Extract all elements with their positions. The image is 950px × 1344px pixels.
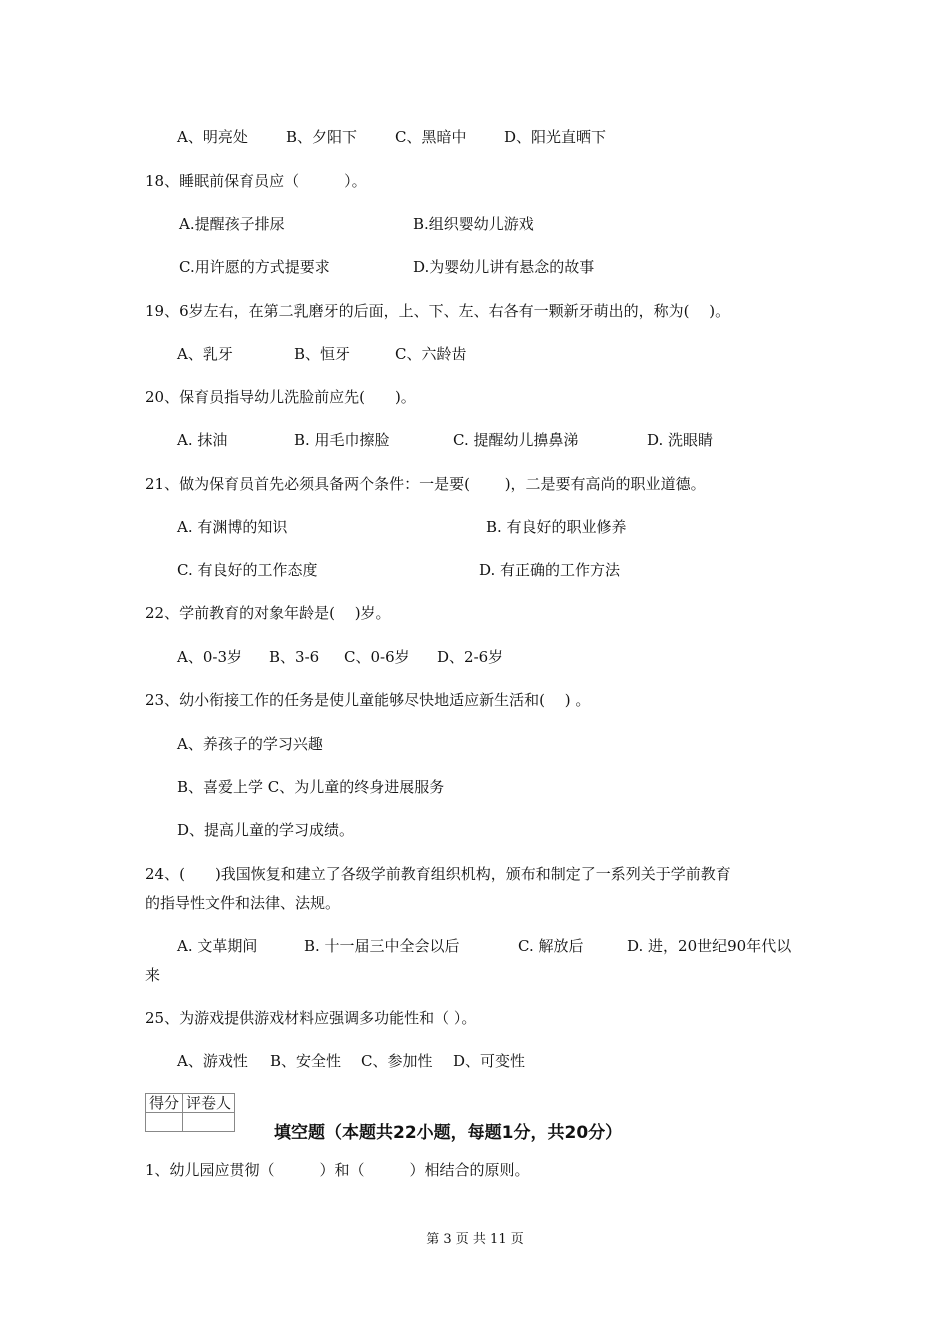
q23-option-a: A、养孩子的学习兴趣 — [177, 735, 323, 753]
q24-option-d: D. 进，20世纪90年代以 — [627, 937, 792, 955]
q19-option-b: B、恒牙 — [294, 345, 351, 363]
q20-option-d: D. 洗眼睛 — [647, 431, 714, 449]
score-table — [145, 1093, 235, 1132]
q23-option-d: D、提高儿童的学习成绩。 — [177, 821, 355, 839]
q18-option-a: A.提醒孩子排尿 — [179, 215, 285, 233]
q22-option-c: C、0-6岁 — [344, 648, 410, 666]
q22-option-d: D、2-6岁 — [437, 648, 504, 666]
q24-stem-line2: 的指导性文件和法律、法规。 — [145, 894, 341, 912]
q22-option-a: A、0-3岁 — [177, 648, 242, 666]
q21-stem: 21、做为保育员首先必须具备两个条件：一是要( )，二是要有高尚的职业道德。 — [145, 475, 706, 493]
score-table-header — [146, 1094, 235, 1113]
q18-stem: 18、睡眠前保育员应（ ）。 — [145, 172, 367, 190]
score-table-blank-row — [146, 1113, 235, 1132]
score-cell — [146, 1113, 183, 1132]
q19-option-a: A、乳牙 — [177, 345, 233, 363]
q22-stem: 22、学前教育的对象年龄是( )岁。 — [145, 604, 391, 622]
q25-option-c: C、参加性 — [361, 1052, 433, 1070]
q19-option-c: C、六龄齿 — [395, 345, 467, 363]
q25-option-d: D、可变性 — [453, 1052, 526, 1070]
q20-option-a: A. 抹油 — [177, 431, 228, 449]
q24-option-b: B. 十一届三中全会以后 — [304, 937, 460, 955]
page-footer: 第 3 页 共 11 页 — [426, 1232, 524, 1247]
q21-option-b: B. 有良好的职业修养 — [486, 518, 627, 536]
q21-option-d: D. 有正确的工作方法 — [479, 561, 621, 579]
fill-question-1: 1、幼儿园应贯彻（ ）和（ ）相结合的原则。 — [145, 1161, 530, 1179]
q21-option-c: C. 有良好的工作态度 — [177, 561, 318, 579]
q18-option-b: B.组织婴幼儿游戏 — [413, 215, 534, 233]
q24-option-d-wrap: 来 — [145, 966, 161, 984]
q25-option-a: A、游戏性 — [177, 1052, 248, 1070]
q25-stem: 25、为游戏提供游戏材料应强调多功能性和（ ）。 — [145, 1009, 477, 1027]
q17-option-d: D、阳光直晒下 — [504, 128, 607, 146]
q17-option-a: A、明亮处 — [177, 128, 248, 146]
q20-stem: 20、保育员指导幼儿洗脸前应先( )。 — [145, 388, 416, 406]
q20-option-c: C. 提醒幼儿擤鼻涕 — [453, 431, 579, 449]
q19-stem: 19、6岁左右，在第二乳磨牙的后面，上、下、左、右各有一颗新牙萌出的，称为( )。 — [145, 302, 731, 320]
q18-option-d: D.为婴幼儿讲有悬念的故事 — [413, 258, 595, 276]
score-header: 得分 — [146, 1094, 183, 1113]
q23-stem: 23、幼小衔接工作的任务是使儿童能够尽快地适应新生活和( ) 。 — [145, 691, 591, 709]
reviewer-cell — [183, 1113, 235, 1132]
reviewer-header: 评卷人 — [183, 1094, 235, 1113]
q24-option-a: A. 文革期间 — [177, 937, 258, 955]
q22-option-b: B、3-6 — [269, 648, 320, 666]
q24-stem-line1: 24、( )我国恢复和建立了各级学前教育组织机构，颁布和制定了一系列关于学前教育 — [145, 865, 731, 883]
q17-option-b: B、夕阳下 — [286, 128, 358, 146]
q20-option-b: B. 用毛巾擦脸 — [294, 431, 390, 449]
q25-option-b: B、安全性 — [270, 1052, 342, 1070]
q24-option-c: C. 解放后 — [518, 937, 584, 955]
q23-option-bc: B、喜爱上学 C、为儿童的终身进展服务 — [177, 778, 445, 796]
section-title: 填空题（本题共22小题，每题1分，共20分） — [274, 1123, 623, 1143]
q21-option-a: A. 有渊博的知识 — [177, 518, 288, 536]
q18-option-c: C.用许愿的方式提要求 — [179, 258, 330, 276]
q17-option-c: C、黑暗中 — [395, 128, 467, 146]
